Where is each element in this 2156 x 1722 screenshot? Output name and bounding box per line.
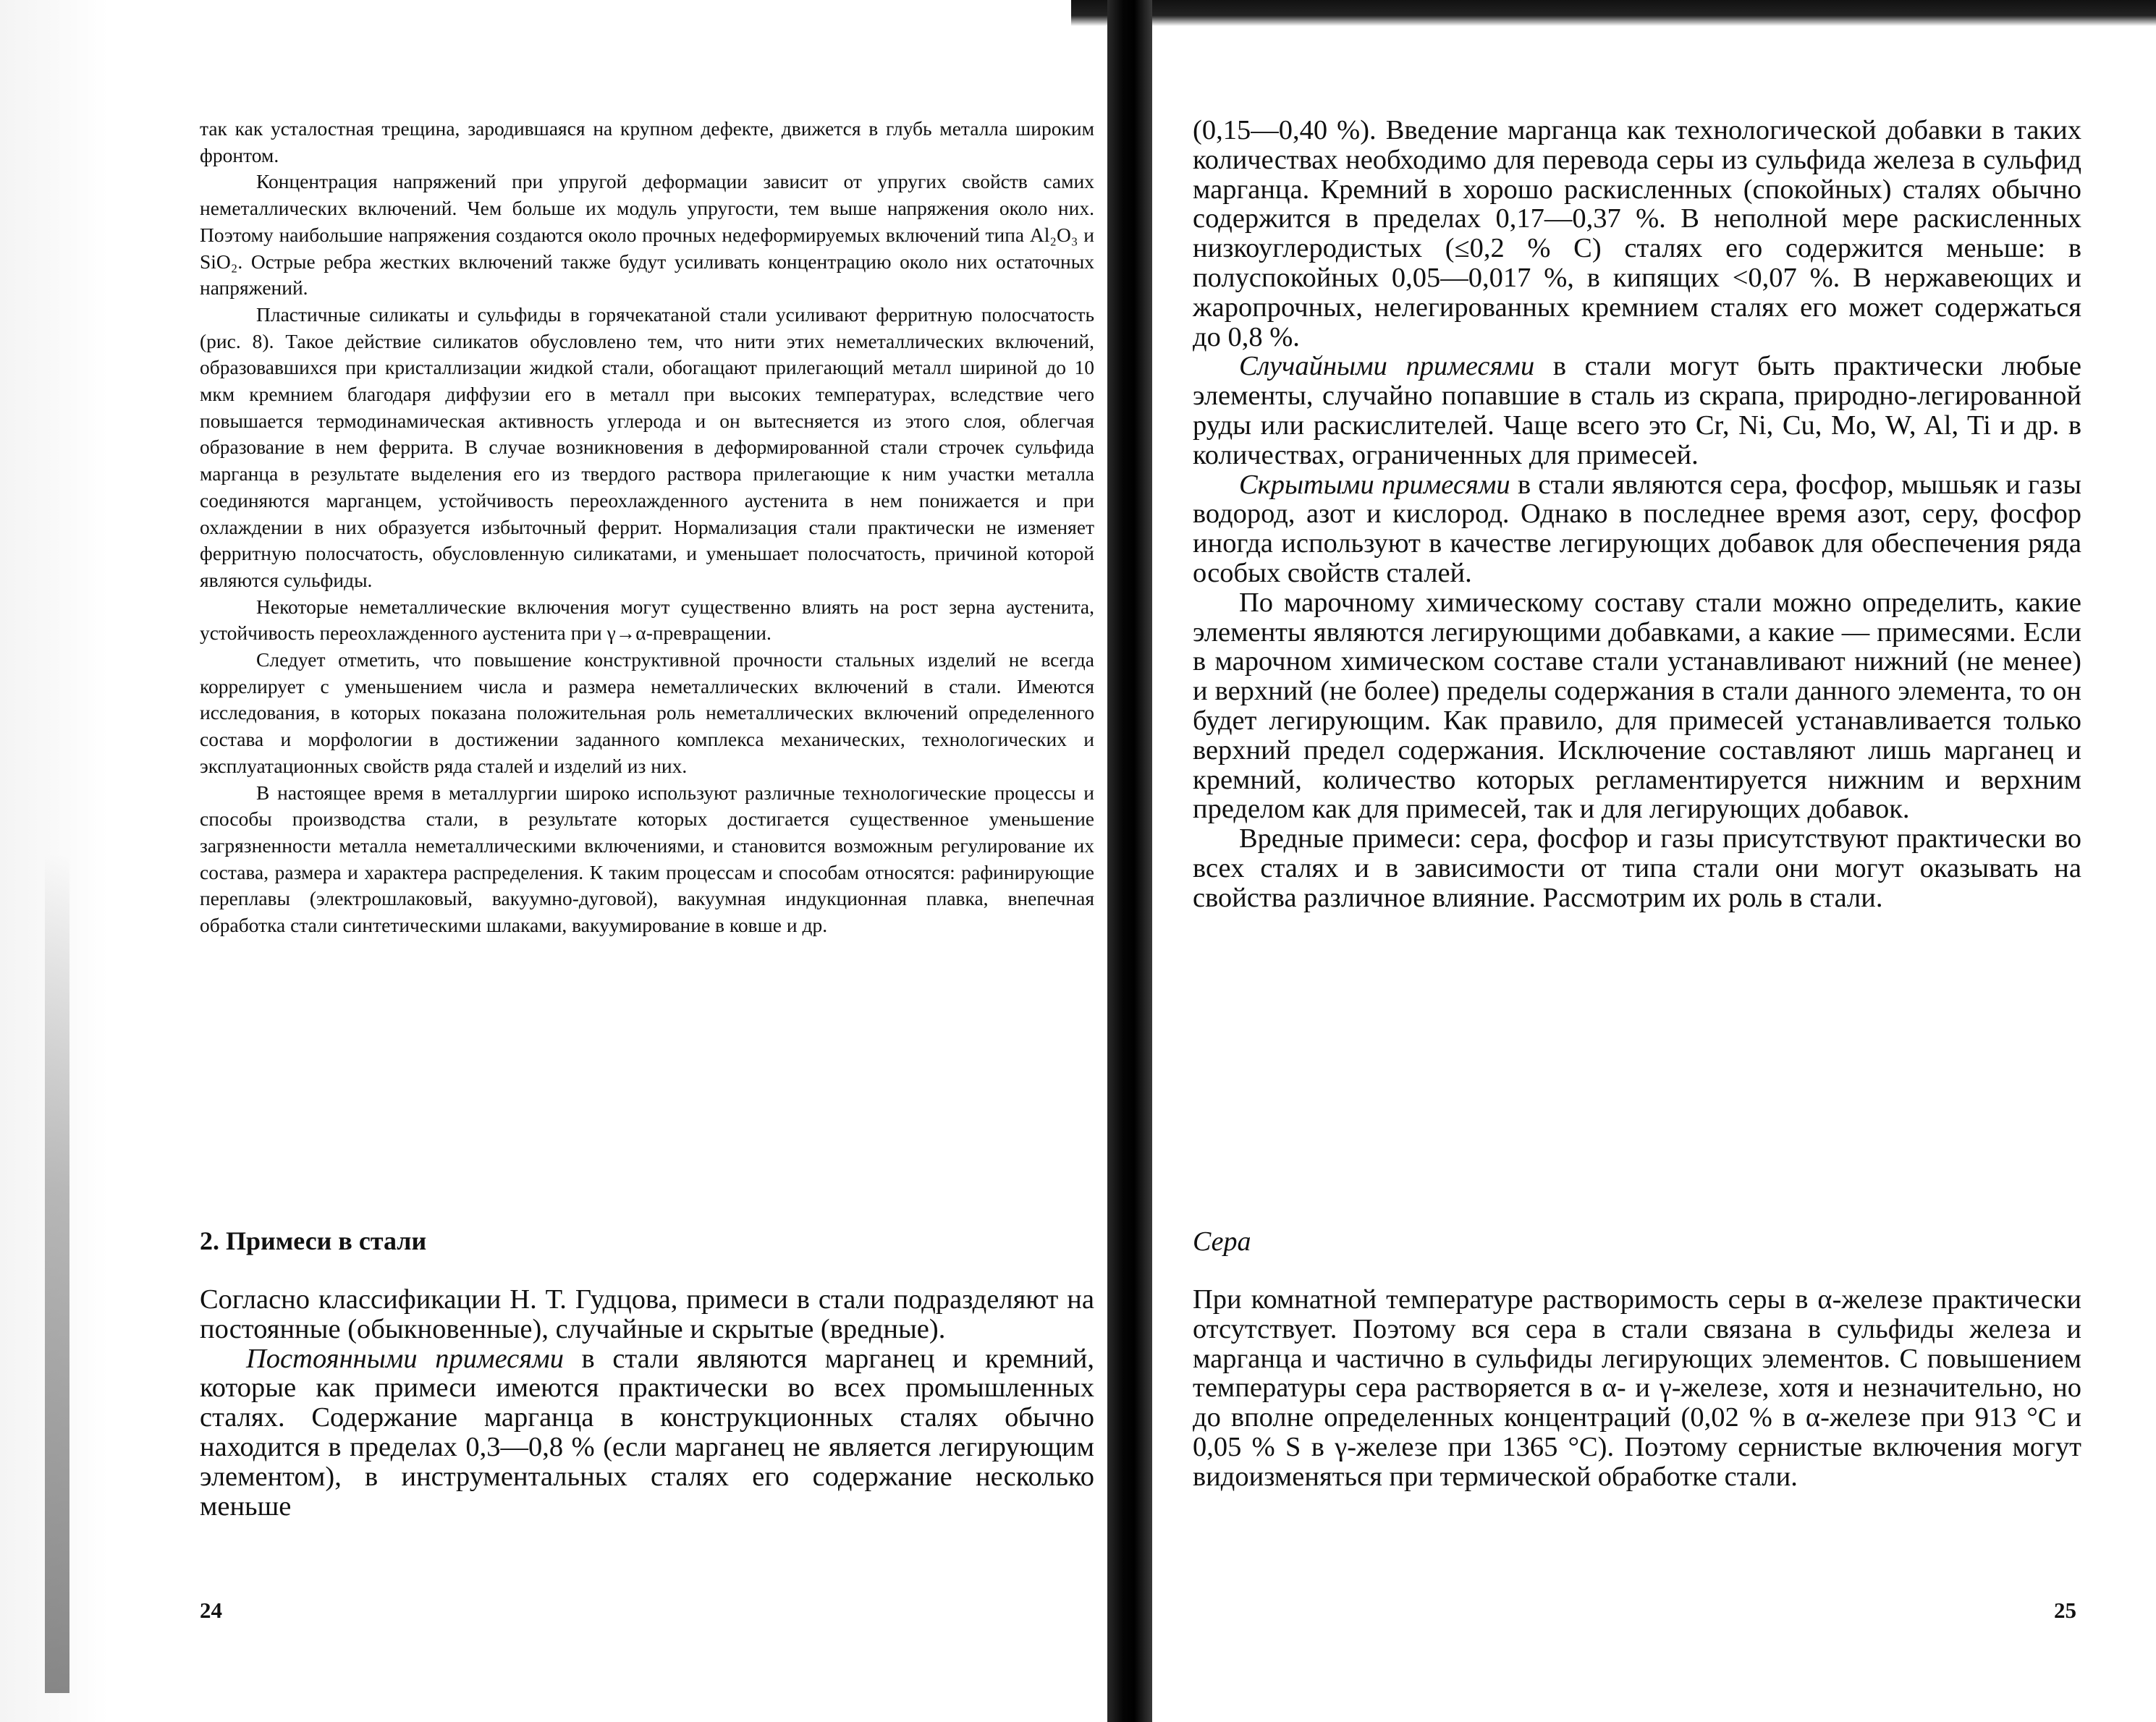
paragraph: Следует отметить, что повышение конструктивной прочности стальных изделий не всегда коррелирует с уменьшением числа и размера неметаллических включений в стали. Имеются исследования, в которых показана положительная роль неметаллических включений определенного состава и морфологии в достижении заданного комплекса механических, технологических и эксплуатационных свойств ряда сталей и изделий из них. [200,648,1094,777]
book-gutter [1107,0,1152,1722]
paragraph: Вредные примеси: сера, фосфор и газы присутствуют практически во всех сталях и в зависимости от типа стали они могут оказывать на свойства различное влияние. Рассмотрим их роль в стали. [1193,823,2081,913]
paragraph: Концентрация напряжений при упругой деформации зависит от упругих свойств самих неметаллических включений. Чем больше их модуль упругости, тем выше напряжения около них. Поэтому наибольшие напряжения создаются около прочных недеформируемых включений типа Al₂O₃ и SiO₂. Острые ребра жестких включений также будут усиливать концентрацию около них остаточных напряжений. [200,170,1094,300]
page-edge-shadow [0,0,109,1722]
paragraph: По марочному химическому составу стали можно определить, какие элементы являются легирующими добавками, а какие — примесями. Если в марочном химическом составе стали устанавливают нижний (не менее) и верхний (не более) пределы содержания в стали данного элемента, то он будет легирующим. Как правило, для примесей устанавливается только верхний предел содержания. Исключение составляют лишь марганец и кремний, количество которых регламентируется нижним и верхним пределом как для примесей, так и для легирующих добавок. [1193,587,2081,825]
paragraph: Пластичные силикаты и сульфиды в горячекатаной стали усиливают ферритную полосчатость (рис. 8). Такое действие силикатов обусловлено тем, что нити этих неметаллических включений, образовавшихся при кристаллизации жидкой стали, обогащают прилегающий металл шириной до 10 мкм кремнием благодаря диффузии его в металл при высоких температурах, вследствие чего повышается термодинамическая активность углерода и он вытесняется из этого слоя, облегчая образование в нем феррита. В случае возникновения в деформированной стали строчек сульфида марганца в результате выделения его из твердого раствора прилегающие к ним участки металла соединяются марганцем, устойчивость переохлажденного аустенита в нем понижается и при охлаждении в них образуется избыточный феррит. Нормализация стали практически не изменяет ферритную полосчатость, обусловленную силикатами, и уменьшает полосчатость, причиной которой являются сульфиды. [200,302,1094,591]
paragraph-rest: в стали являются сера, фосфор, мышьяк и газы водород, азот и кислород. Однако в последнее время азот, серу, фосфор иногда используют в качестве легирующих добавок для обеспечения ряда особых свойств сталей. [1193,469,2082,588]
left-page-section-text [200,1285,1094,1521]
right-page-text [1193,116,2081,913]
italic-term: Постоянными примесями [246,1343,564,1374]
paragraph-rest: в стали являются марганец и кремний, которые как примеси имеются практически во всех промышленных сталях. Содержание марганца в конструкционных сталях обычно находится в пределах 0,3—0,8 % (если марганец не является легирующим элементом), в инструментальных сталях его содержание несколько меньше [200,1343,1094,1522]
paragraph: так как усталостная трещина, зародившаяся на крупном дефекте, движется в глубь металла широким фронтом. [200,117,1094,166]
italic-term: Случайными примесями [1239,351,1535,382]
paragraph: В настоящее время в металлургии широко используют различные технологические процессы и способы производства стали, в результате которых достигается существенное уменьшение загрязненности металла неметаллическими включениями, и становится возможным регулирование их состава, размера и характера распределения. К таким процессам и способам относятся: рафинирующие переплавы (электрошлаковый, вакуумно-дуговой), вакуумная индукционная плавка, внепечная обработка стали синтетическими шлаками, вакуумирование в ковше и др. [200,781,1094,937]
italic-term: Скрытыми примесями [1239,469,1510,500]
paragraph [1193,470,2081,588]
section-heading: 2. Примеси в стали [200,1226,427,1255]
paragraph-rest: в стали могут быть практически любые элементы, случайно попавшие в сталь из скрапа, природно-легированной руды или раскислителей. Чаще всего это Cr, Ni, Cu, Mo, W, Al, Ti и др. в количествах, ограниченных для примесей. [1193,351,2082,470]
paragraph [200,1344,1094,1522]
paragraph: (0,15—0,40 %). Введение марганца как технологической добавки в таких количествах необходимо для перевода серы из сульфида железа в сульфид марганца. Кремний в хорошо раскисленных (спокойных) сталях обычно содержится в пределах 0,17—0,37 %. В неполной мере раскисленных низкоуглеродистых (≤0,2 % С) сталях его содержится меньше: в полуспокойных 0,05—0,017 %, в кипящих <0,07 %. В нержавеющих и жаропрочных, нелегированных кремнием сталях его может содержаться до 0,8 %. [1193,115,2081,352]
page-number-left: 24 [200,1598,222,1623]
paragraph [1193,352,2081,470]
top-edge-shadow [1071,0,2156,26]
left-page-text [200,116,1094,939]
subsection-heading: Сера [1193,1226,1251,1257]
paragraph: При комнатной температуре растворимость серы в α-железе практически отсутствует. Поэтому вся сера в стали связана в сульфиды железа и марганца и частично в сульфиды легирующих элементов. С повышением температуры сера растворяется в α- и γ-железе, хотя и незначительно, но до вполне определенных концентраций (0,02 % в α-железе при 913 °С и 0,05 % S в γ-железе при 1365 °С). Поэтому сернистые включения могут видоизменяться при термической обработке стали. [1193,1284,2081,1492]
paragraph: Некоторые неметаллические включения могут существенно влиять на рост зерна аустенита, устойчивость переохлажденного аустенита при γ→α-превращении. [200,595,1094,645]
page-number-right: 25 [2054,1598,2076,1623]
paragraph: Согласно классификации Н. Т. Гудцова, примеси в стали подразделяют на постоянные (обыкновенные), случайные и скрытые (вредные). [200,1284,1094,1344]
right-page-section-text [1193,1285,2081,1492]
